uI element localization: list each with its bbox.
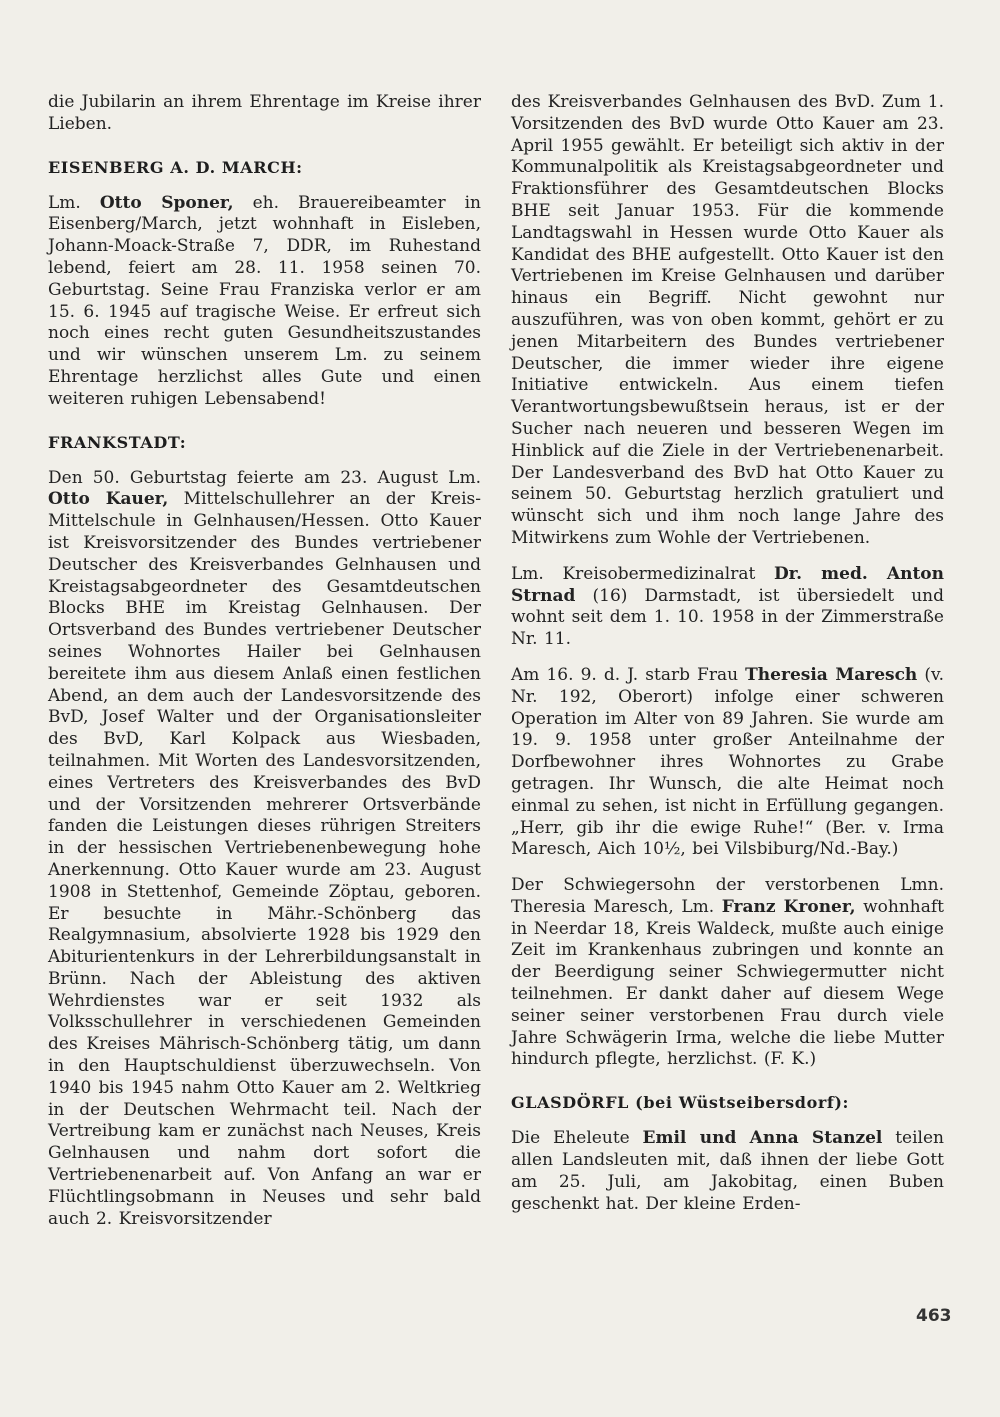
paragraph-kauer-continued: des Kreisverbandes Gelnhausen des BvD. Zum 1. Vorsitzenden des BvD wurde Otto Kauer am 23. April 1955 gewählt. Er beteiligt sich aktiv in der Kommunalpolitik als Kreistagsabgeordneter und Fraktionsführer des Gesamtdeutschen Blocks BHE seit Januar 1953. Für die kommende Landtagswahl in Hessen wurde Otto Kauer als Kandidat des BHE aufgestellt. Otto Kauer ist den Vertriebenen im Kreise Gelnhausen und darüber hinaus ein Begriff. Nicht gewohnt nur auszuführen, was von oben kommt, gehört er zu jenen Mitarbeitern des Bundes vertriebener Deutscher, die immer wieder ihre eigene Initiative entwickeln. Aus einem tiefen Verantwortungsbewußtsein heraus, ist er der Sucher nach neueren und besseren Wegen im Hinblick auf die Ziele in der Vertriebenenarbeit. Der Landesverband des BvD hat Otto Kauer zu seinem 50. Geburtstag herzlich gratuliert und wünscht sich und ihm noch lange Jahre des Mitwirkens zum Wohle der Vertriebenen.	[511, 92, 944, 548]
heading-eisenberg: EISENBERG A. D. MARCH:	[48, 157, 303, 177]
name-otto-kauer: Otto Kauer,	[48, 489, 169, 510]
paragraph-strnad: Lm. Kreisobermedizinalrat Dr. med. Anton Strnad (16) Darmstadt, ist übersiedelt und wohnt seit dem 1. 10. 1958 in der Zimmerstraße Nr. 11.	[511, 563, 944, 650]
paragraph-kroner: Der Schwiegersohn der verstorbenen Lmn. Theresia Maresch, Lm. Franz Kroner, wohnhaft in Neerdar 18, Kreis Waldeck, mußte auch einige Zeit im Krankenhaus zubringen und konnte an der Beerdigung seiner Schwiegermutter nicht teilnehmen. Er dankt daher auf diesem Wege seiner seiner verstorbenen Frau durch viele Jahre Schwägerin Irma, welche die liebe Mutter hindurch pflegte, herzlichst. (F. K.)	[511, 875, 945, 1070]
left-column	[48, 92, 481, 1244]
name-otto-sponer: Otto Sponer,	[99, 192, 234, 213]
name-anton-strnad: Dr. med. Anton Strnad	[511, 563, 944, 606]
heading-glasdoerfl: GLASDÖRFL (bei Wüstseibersdorf):	[511, 1093, 850, 1113]
paragraph-kauer: Den 50. Geburtstag feierte am 23. August Lm. Otto Kauer, Mittelschullehrer an der Kreis-Mittelschule in Gelnhausen/Hessen. Otto Kauer ist Kreisvorsitzender des Bundes vertriebener Deutscher des Kreisverbandes Gelnhausen und Kreistagsabgeordneter des Gesamtdeutschen Blocks BHE im Kreistag Gelnhausen. Der Ortsverband des Bundes vertriebener Deutscher seines Wohnortes Hailer bei Gelnhausen bereitete ihm aus diesem Anlaß einen festlichen Abend, an dem auch der Landesvorsitzende des BvD, Josef Walter und der Organisationsleiter des BvD, Karl Kolpack aus Wiesbaden, teilnahmen. Mit Worten des Landesvorsitzenden, eines Vertreters des Kreisverbandes des BvD und der Vorsitzenden mehrerer Ortsverbände fanden die Leistungen dieses rührigen Streiters in der hessischen Vertriebenenbewegung hohe Anerkennung. Otto Kauer wurde am 23. August 1908 in Stettenhof, Gemeinde Zöptau, geboren. Er besuchte in Mähr.-Schönberg das Realgymnasium, absolvierte 1928 bis 1929 den Abiturientenkurs in der Lehrerbildungsanstalt in Brünn. Nach der Ableistung des aktiven Wehrdienstes war er seit 1932 als Volksschullehrer in verschiedenen Gemeinden des Kreises Mährisch-Schönberg tätig, um dann in den Hauptschuldienst überzuwechseln. Von 1940 bis 1945 nahm Otto Kauer am 2. Weltkrieg in der Deutschen Wehrmacht teil. Nach der Vertreibung kam er zunächst nach Neuses, Kreis Gelnhausen und nahm dort sofort die Vertriebenenarbeit auf. Von Anfang an war er Flüchtlingsobmann in Neuses und sehr bald auch 2. Kreisvorsitzender	[48, 467, 481, 1229]
right-column	[511, 92, 944, 1229]
name-theresia-maresch: Theresia Maresch	[745, 664, 918, 685]
paragraph-stanzel: Die Eheleute Emil und Anna Stanzel teilen allen Landsleuten mit, daß ihnen der liebe Gott am 25. Juli, am Jakobitag, einen Buben geschenkt hat. Der kleine Erden-	[511, 1128, 944, 1214]
intro-paragraph: die Jubilarin an ihrem Ehrentage im Kreise ihrer Lieben.	[48, 92, 481, 134]
paragraph-maresch: Am 16. 9. d. J. starb Frau Theresia Maresch (v. Nr. 192, Oberort) infolge einer schweren Operation im Alter von 89 Jahren. Sie wurde am 19. 9. 1958 unter großer Anteilnahme der Dorfbewohner ihres Wohnortes zu Grabe getragen. Ihr Wunsch, die alte Heimat noch einmal zu sehen, ist nicht in Erfüllung gegangen. „Herr, gib ihr die ewige Ruhe!“ (Ber. v. Irma Maresch, Aich 10½, bei Vilsbiburg/Nd.-Bay.)	[511, 664, 945, 860]
paragraph-sponer: Lm. Otto Sponer, eh. Brauereibeamter in Eisenberg/March, jetzt wohnhaft in Eisleben, Johann-Moack-Straße 7, DDR, im Ruhestand lebend, feiert am 28. 11. 1958 seinen 70. Geburtstag. Seine Frau Franziska verlor er am 15. 6. 1945 auf tragische Weise. Er erfreut sich noch eines recht guten Gesundheitszustandes und wir wünschen unserem Lm. zu seinem Ehrentage herzlichst alles Gute und einen weiteren ruhigen Lebensabend!	[48, 192, 481, 409]
name-emil-anna-stanzel: Emil und Anna Stanzel	[642, 1128, 883, 1149]
page-number: 463	[916, 1306, 952, 1326]
name-franz-kroner: Franz Kroner,	[721, 896, 856, 917]
heading-frankstadt: FRANKSTADT:	[48, 432, 187, 452]
